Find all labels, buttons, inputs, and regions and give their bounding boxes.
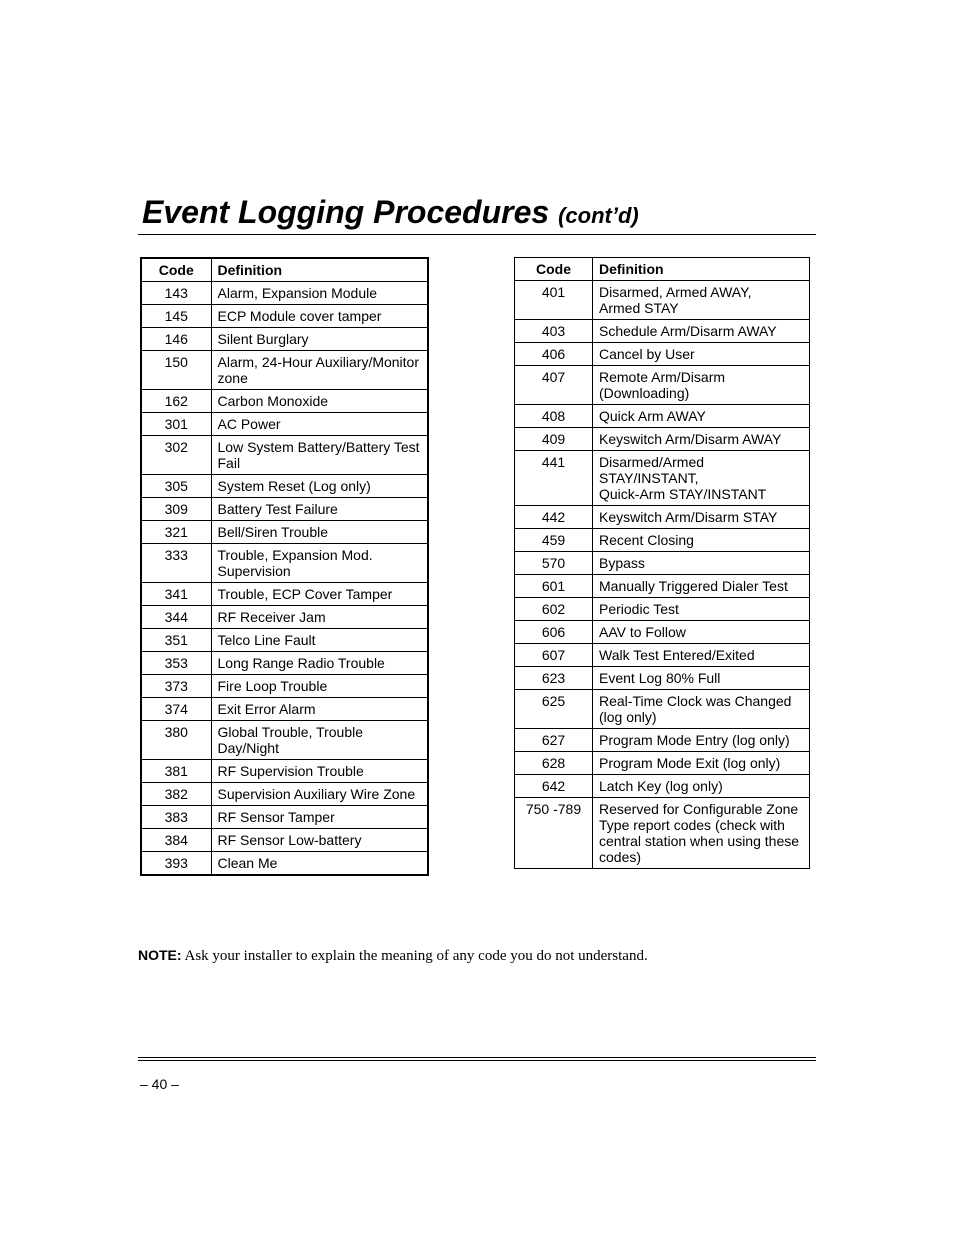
event-definition: Trouble, ECP Cover Tamper bbox=[211, 583, 428, 606]
event-definition: Event Log 80% Full bbox=[593, 667, 810, 690]
event-code: 570 bbox=[515, 552, 593, 575]
table-row bbox=[141, 652, 428, 675]
table-row bbox=[141, 760, 428, 783]
table-row bbox=[141, 282, 428, 305]
event-definition: RF Sensor Low-battery bbox=[211, 829, 428, 852]
table-row bbox=[141, 328, 428, 351]
table-row bbox=[515, 428, 810, 451]
table-row bbox=[141, 721, 428, 760]
note-text: Ask your installer to explain the meaning of any code you do not understand. bbox=[181, 948, 648, 964]
right-table-body bbox=[515, 281, 810, 869]
table-row bbox=[515, 281, 810, 320]
table-row bbox=[141, 852, 428, 876]
event-definition: Disarmed/Armed STAY/INSTANT, Quick-Arm STAY/INSTANT bbox=[593, 451, 810, 506]
event-definition: Bypass bbox=[593, 552, 810, 575]
event-code: 750 -789 bbox=[515, 798, 593, 869]
table-header-row bbox=[515, 258, 810, 281]
event-definition: RF Receiver Jam bbox=[211, 606, 428, 629]
note-label: NOTE: bbox=[138, 947, 182, 963]
event-code: 145 bbox=[141, 305, 211, 328]
event-code: 381 bbox=[141, 760, 211, 783]
event-code: 625 bbox=[515, 690, 593, 729]
event-code: 642 bbox=[515, 775, 593, 798]
event-code: 162 bbox=[141, 390, 211, 413]
event-definition: Walk Test Entered/Exited bbox=[593, 644, 810, 667]
event-code: 407 bbox=[515, 366, 593, 405]
left-table-body bbox=[141, 282, 428, 876]
table-row bbox=[515, 775, 810, 798]
event-definition: Remote Arm/Disarm (Downloading) bbox=[593, 366, 810, 405]
event-definition: Reserved for Configurable Zone Type report codes (check with central station when using these codes) bbox=[593, 798, 810, 869]
table-header-row bbox=[141, 258, 428, 282]
table-row bbox=[141, 475, 428, 498]
event-definition: Real-Time Clock was Changed (log only) bbox=[593, 690, 810, 729]
event-code: 384 bbox=[141, 829, 211, 852]
table-row bbox=[515, 366, 810, 405]
event-code-table-right bbox=[514, 257, 810, 869]
event-code: 321 bbox=[141, 521, 211, 544]
event-code: 408 bbox=[515, 405, 593, 428]
event-definition: System Reset (Log only) bbox=[211, 475, 428, 498]
event-code: 344 bbox=[141, 606, 211, 629]
event-definition: Periodic Test bbox=[593, 598, 810, 621]
table-row bbox=[141, 629, 428, 652]
event-definition: Battery Test Failure bbox=[211, 498, 428, 521]
note-paragraph bbox=[138, 947, 648, 965]
event-code: 403 bbox=[515, 320, 593, 343]
event-code: 333 bbox=[141, 544, 211, 583]
table-row bbox=[141, 783, 428, 806]
event-definition: Keyswitch Arm/Disarm STAY bbox=[593, 506, 810, 529]
event-code: 302 bbox=[141, 436, 211, 475]
event-code: 409 bbox=[515, 428, 593, 451]
event-code: 341 bbox=[141, 583, 211, 606]
event-definition: Silent Burglary bbox=[211, 328, 428, 351]
event-code: 305 bbox=[141, 475, 211, 498]
event-definition: ECP Module cover tamper bbox=[211, 305, 428, 328]
table-row bbox=[141, 806, 428, 829]
event-code: 606 bbox=[515, 621, 593, 644]
table-row bbox=[141, 390, 428, 413]
event-code: 374 bbox=[141, 698, 211, 721]
event-definition: Telco Line Fault bbox=[211, 629, 428, 652]
event-definition: Schedule Arm/Disarm AWAY bbox=[593, 320, 810, 343]
table-row bbox=[515, 752, 810, 775]
definition-column-header: Definition bbox=[211, 258, 428, 282]
event-definition: Supervision Auxiliary Wire Zone bbox=[211, 783, 428, 806]
event-code-table-left bbox=[140, 257, 429, 876]
table-row bbox=[515, 690, 810, 729]
page-number: – 40 – bbox=[140, 1076, 179, 1092]
table-row bbox=[141, 436, 428, 475]
event-definition: Manually Triggered Dialer Test bbox=[593, 575, 810, 598]
table-row bbox=[515, 506, 810, 529]
event-code: 382 bbox=[141, 783, 211, 806]
event-definition: AAV to Follow bbox=[593, 621, 810, 644]
code-column-header: Code bbox=[141, 258, 211, 282]
page-title bbox=[142, 194, 639, 231]
event-definition: RF Sensor Tamper bbox=[211, 806, 428, 829]
table-row bbox=[141, 583, 428, 606]
table-row bbox=[141, 351, 428, 390]
event-definition: Alarm, Expansion Module bbox=[211, 282, 428, 305]
event-definition: Recent Closing bbox=[593, 529, 810, 552]
event-definition: Trouble, Expansion Mod. Supervision bbox=[211, 544, 428, 583]
table-row bbox=[141, 698, 428, 721]
event-code: 353 bbox=[141, 652, 211, 675]
event-definition: Quick Arm AWAY bbox=[593, 405, 810, 428]
event-code: 442 bbox=[515, 506, 593, 529]
definition-column-header: Definition bbox=[593, 258, 810, 281]
event-code: 143 bbox=[141, 282, 211, 305]
event-code: 383 bbox=[141, 806, 211, 829]
table-row bbox=[141, 544, 428, 583]
page-title-cont: (cont’d) bbox=[558, 203, 639, 228]
event-code: 602 bbox=[515, 598, 593, 621]
event-definition: Disarmed, Armed AWAY, Armed STAY bbox=[593, 281, 810, 320]
event-code: 309 bbox=[141, 498, 211, 521]
table-row bbox=[515, 644, 810, 667]
table-row bbox=[141, 606, 428, 629]
table-row bbox=[515, 575, 810, 598]
event-definition: Program Mode Entry (log only) bbox=[593, 729, 810, 752]
event-code: 373 bbox=[141, 675, 211, 698]
event-definition: Low System Battery/Battery Test Fail bbox=[211, 436, 428, 475]
table-row bbox=[515, 405, 810, 428]
event-code: 301 bbox=[141, 413, 211, 436]
table-row bbox=[515, 621, 810, 644]
event-code: 406 bbox=[515, 343, 593, 366]
event-code: 601 bbox=[515, 575, 593, 598]
table-row bbox=[515, 552, 810, 575]
event-definition: Program Mode Exit (log only) bbox=[593, 752, 810, 775]
event-definition: Global Trouble, Trouble Day/Night bbox=[211, 721, 428, 760]
table-row bbox=[141, 413, 428, 436]
table-row bbox=[141, 305, 428, 328]
event-definition: Latch Key (log only) bbox=[593, 775, 810, 798]
event-definition: Alarm, 24-Hour Auxiliary/Monitor zone bbox=[211, 351, 428, 390]
event-definition: Exit Error Alarm bbox=[211, 698, 428, 721]
event-code: 441 bbox=[515, 451, 593, 506]
table-row bbox=[141, 829, 428, 852]
event-code: 380 bbox=[141, 721, 211, 760]
event-code: 628 bbox=[515, 752, 593, 775]
table-row bbox=[515, 729, 810, 752]
title-rule bbox=[138, 234, 816, 235]
event-code: 459 bbox=[515, 529, 593, 552]
table-row bbox=[141, 498, 428, 521]
event-definition: Keyswitch Arm/Disarm AWAY bbox=[593, 428, 810, 451]
event-code: 351 bbox=[141, 629, 211, 652]
event-definition: Bell/Siren Trouble bbox=[211, 521, 428, 544]
table-row bbox=[515, 343, 810, 366]
event-definition: Clean Me bbox=[211, 852, 428, 876]
code-column-header: Code bbox=[515, 258, 593, 281]
event-code: 393 bbox=[141, 852, 211, 876]
event-code: 627 bbox=[515, 729, 593, 752]
event-code: 623 bbox=[515, 667, 593, 690]
event-definition: AC Power bbox=[211, 413, 428, 436]
event-definition: Cancel by User bbox=[593, 343, 810, 366]
table-row bbox=[515, 598, 810, 621]
page-title-main: Event Logging Procedures bbox=[142, 194, 550, 230]
table-row bbox=[141, 675, 428, 698]
table-row bbox=[515, 529, 810, 552]
table-row bbox=[515, 451, 810, 506]
table-row bbox=[515, 667, 810, 690]
footer-rule bbox=[138, 1057, 816, 1061]
event-code: 150 bbox=[141, 351, 211, 390]
event-definition: Fire Loop Trouble bbox=[211, 675, 428, 698]
event-definition: Carbon Monoxide bbox=[211, 390, 428, 413]
event-definition: Long Range Radio Trouble bbox=[211, 652, 428, 675]
event-definition: RF Supervision Trouble bbox=[211, 760, 428, 783]
event-code: 401 bbox=[515, 281, 593, 320]
table-row bbox=[141, 521, 428, 544]
table-row bbox=[515, 798, 810, 869]
event-code: 146 bbox=[141, 328, 211, 351]
event-code: 607 bbox=[515, 644, 593, 667]
table-row bbox=[515, 320, 810, 343]
